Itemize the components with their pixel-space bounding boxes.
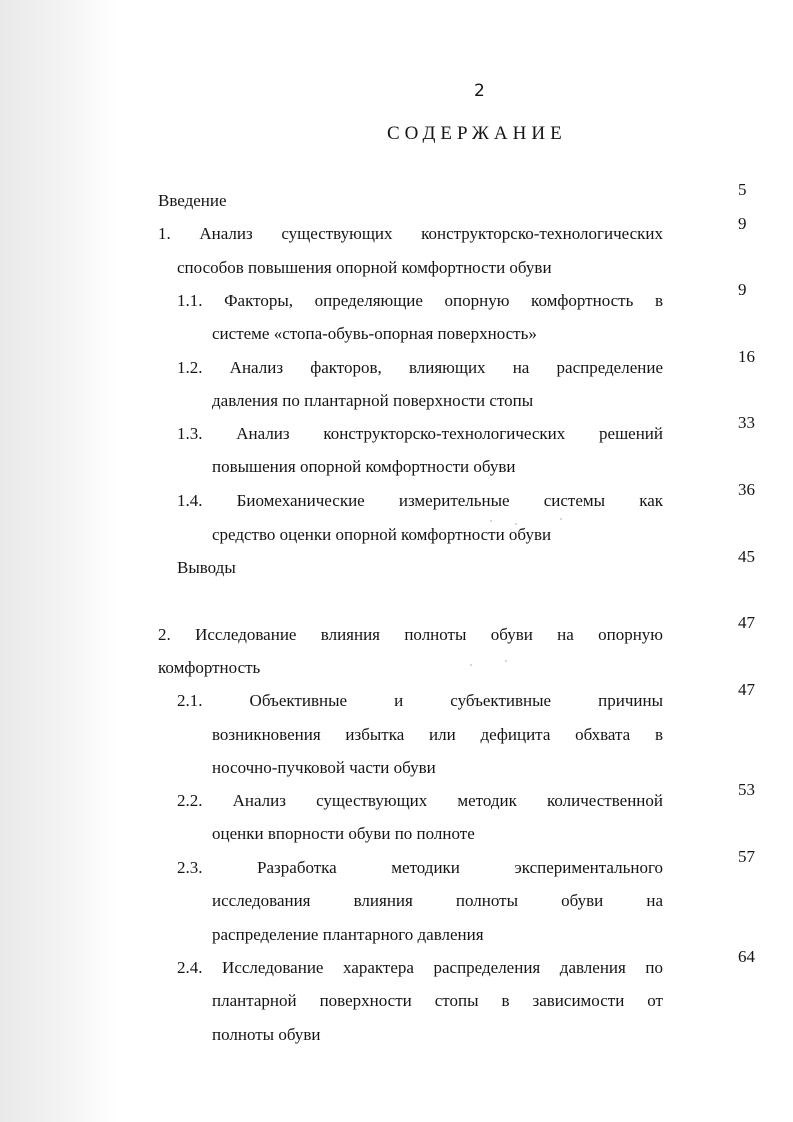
toc-entry-line: 1.2. Анализ факторов, влияющих на распределение — [177, 358, 663, 377]
toc-page-number: 16 — [738, 347, 755, 366]
toc-entry-line: 2. Исследование влияния полноты обуви на опорную — [158, 625, 663, 644]
toc-page-number: 45 — [738, 547, 755, 566]
toc-entry-line: давления по плантарной поверхности стопы — [212, 391, 534, 410]
toc-entry-line: возникновения избытка или дефицита обхвата в — [212, 725, 663, 744]
scan-speck — [470, 664, 472, 666]
toc-entry-line: Выводы — [177, 558, 236, 577]
toc-page-number: 57 — [738, 847, 755, 866]
scan-shadow — [0, 0, 118, 1122]
toc-page-number: 5 — [738, 180, 747, 199]
toc-entry-line: системе «стопа-обувь-опорная поверхность» — [212, 324, 537, 343]
toc-entry-line: носочно-пучковой части обуви — [212, 758, 436, 777]
toc-entry-line: повышения опорной комфортности обуви — [212, 457, 516, 476]
toc-entry-line: 1.4. Биомеханические измерительные системы как — [177, 491, 663, 510]
toc-entry-line: 1.3. Анализ конструкторско-технологических решений — [177, 424, 663, 443]
toc-page-number: 47 — [738, 613, 755, 632]
page-number: 2 — [474, 81, 485, 101]
toc-entry-line: полноты обуви — [212, 1025, 321, 1044]
toc-entry-line: способов повышения опорной комфортности обуви — [177, 258, 552, 277]
toc-entry-line: 2.4. Исследование характера распределения давления по — [177, 958, 663, 977]
toc-entry-line: 2.3. Разработка методики экспериментального — [177, 858, 663, 877]
toc-entry-line: плантарной поверхности стопы в зависимости от — [212, 991, 663, 1010]
toc-entry-line: оценки впорности обуви по полноте — [212, 824, 475, 843]
scan-speck — [505, 660, 507, 662]
toc-entry-line: распределение плантарного давления — [212, 925, 484, 944]
toc-entry-line: комфортность — [158, 658, 261, 677]
toc-entry-line: 1.1. Факторы, определяющие опорную комфортность в — [177, 291, 663, 310]
toc-page-number: 64 — [738, 947, 755, 966]
toc-entry-line: исследования влияния полноты обуви на — [212, 891, 663, 910]
scan-speck — [490, 520, 492, 522]
toc-page-number: 47 — [738, 680, 755, 699]
toc-page-number: 9 — [738, 214, 747, 233]
toc-entry-line: Введение — [158, 191, 227, 210]
toc-entry-line: средство оценки опорной комфортности обуви — [212, 525, 552, 544]
scan-speck — [515, 523, 517, 525]
toc-entry-line: 2.1. Объективные и субъективные причины — [177, 691, 663, 710]
page-title: СОДЕРЖАНИЕ — [387, 123, 567, 144]
toc-page-number: 9 — [738, 280, 747, 299]
toc-entry-line: 1. Анализ существующих конструкторско-технологических — [158, 224, 663, 243]
toc-page-number: 36 — [738, 480, 755, 499]
scan-speck — [560, 518, 562, 520]
toc-page-number: 33 — [738, 413, 755, 432]
toc-entry-line: 2.2. Анализ существующих методик количественной — [177, 791, 663, 810]
toc-page-number: 53 — [738, 780, 755, 799]
